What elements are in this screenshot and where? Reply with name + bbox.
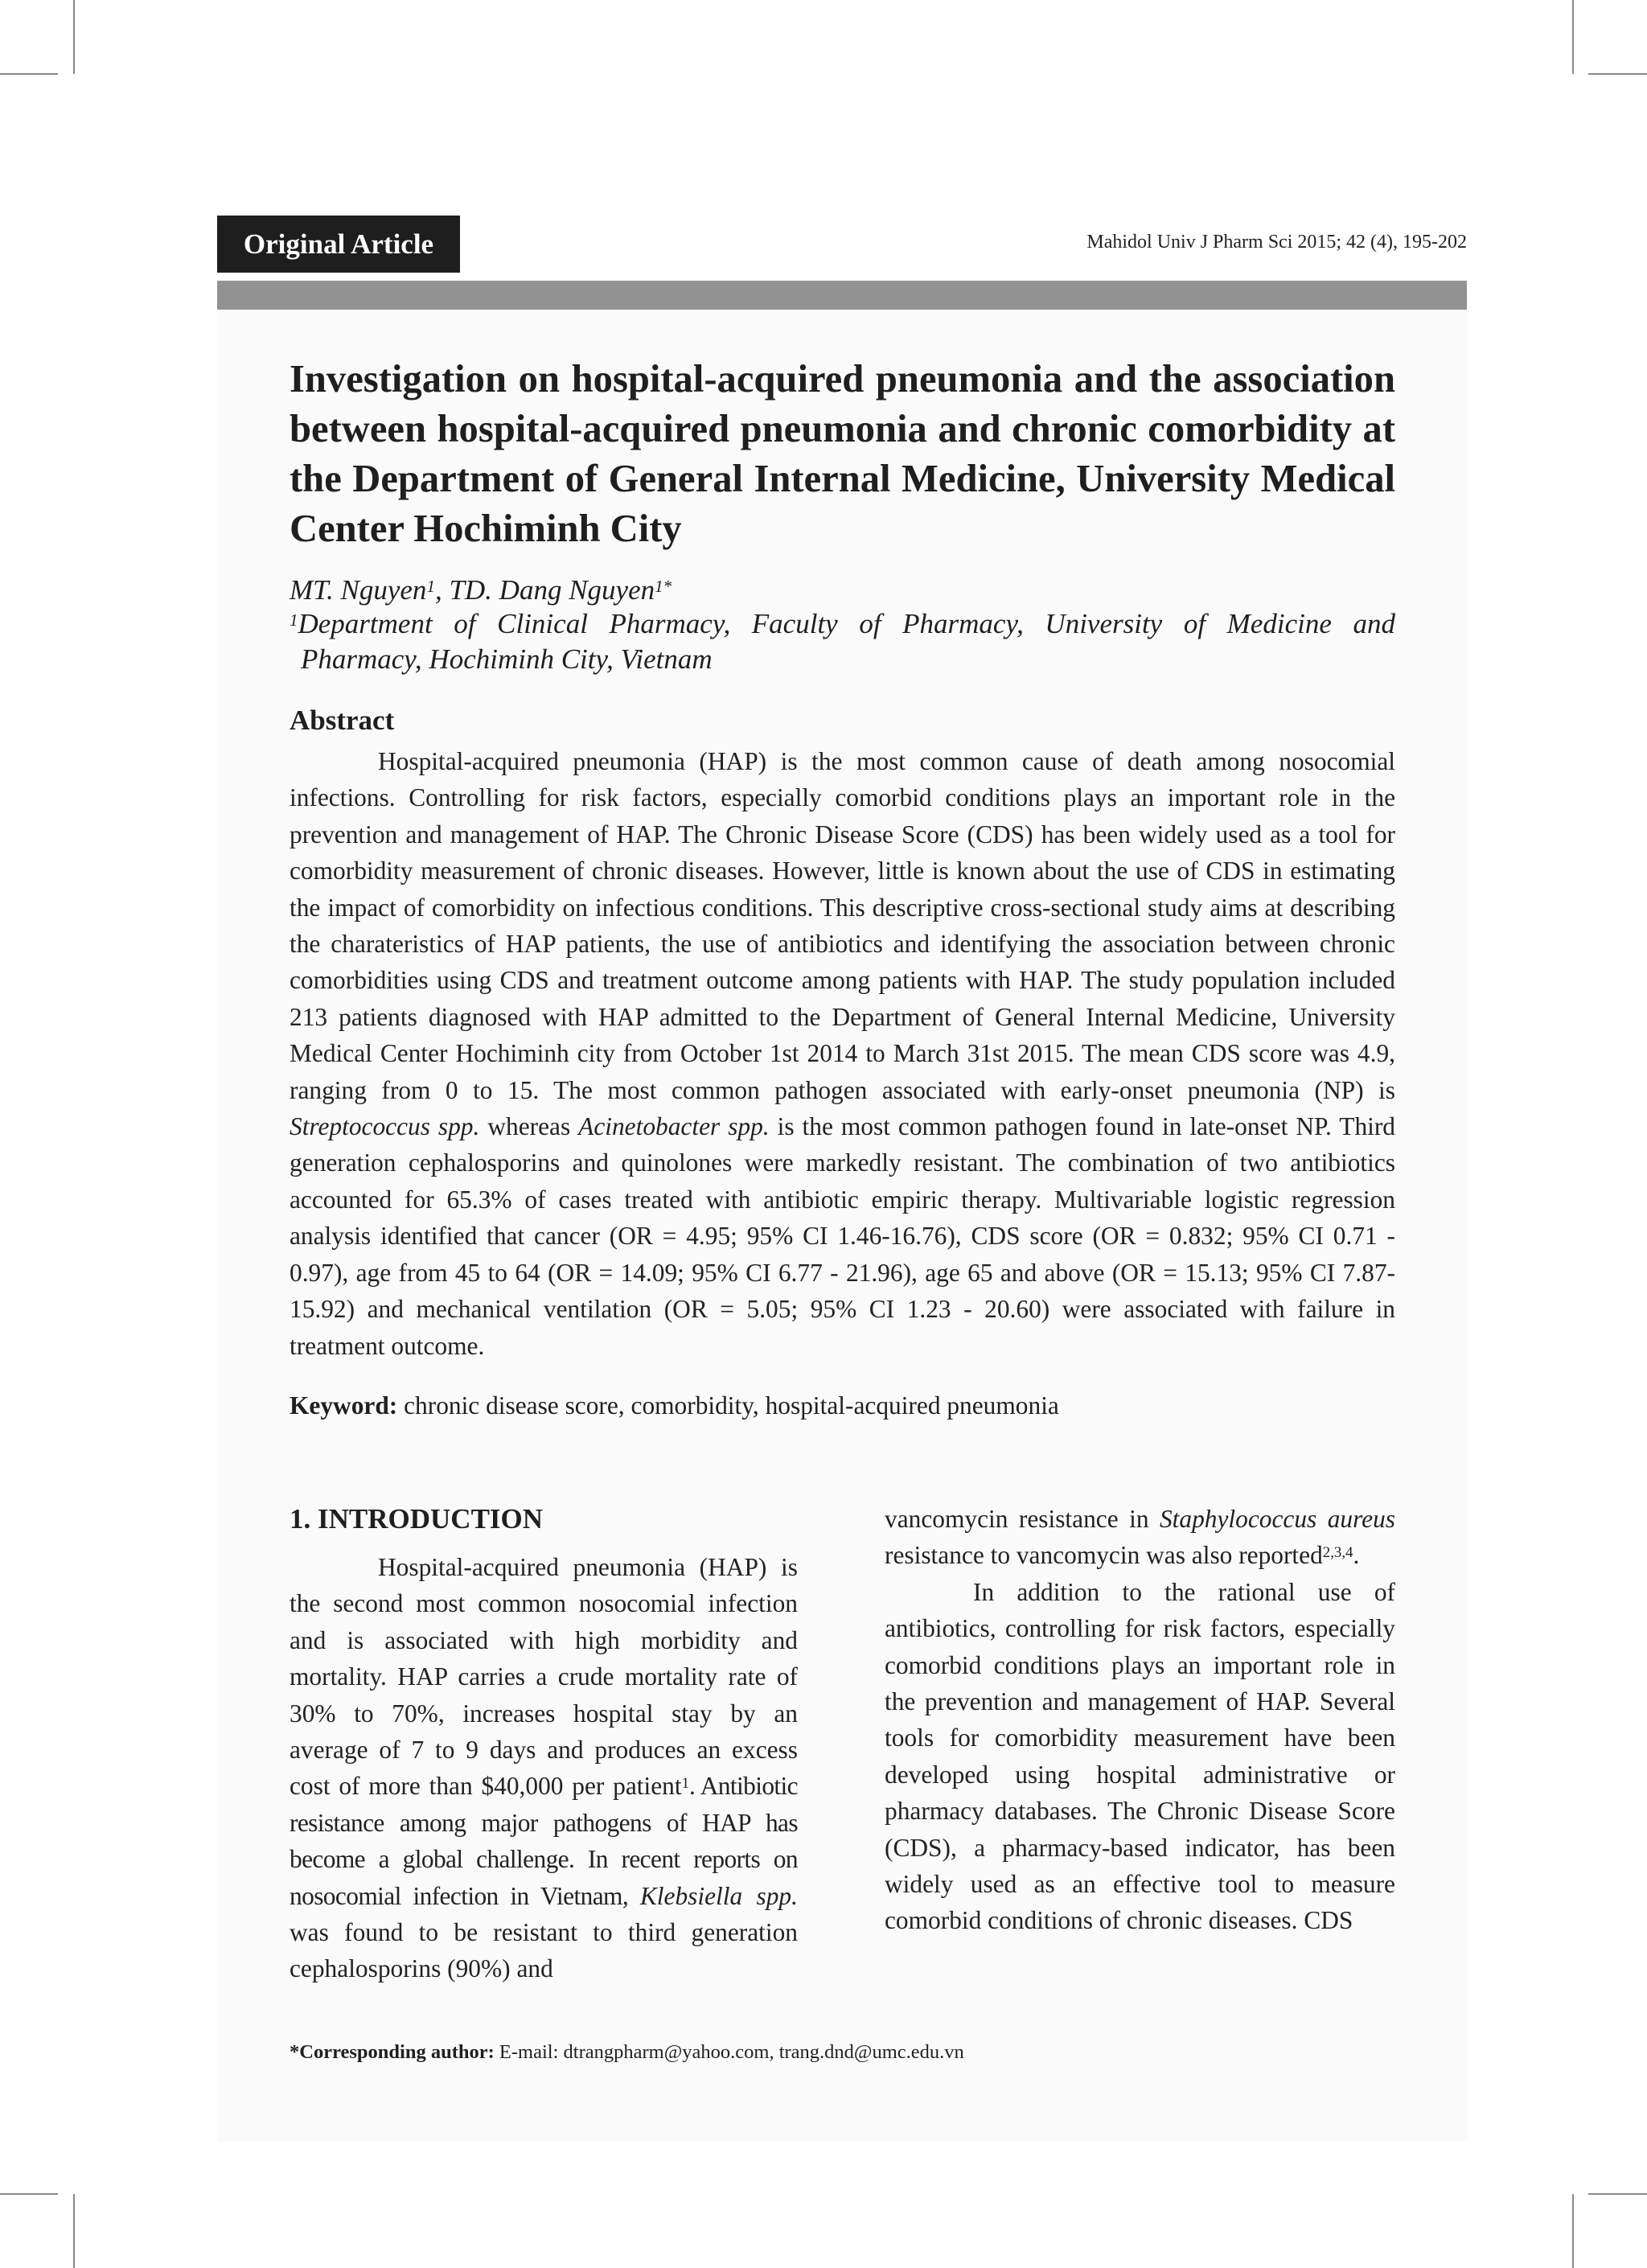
author-name: MT. Nguyen — [290, 574, 427, 606]
intro-paragraph: In addition to the rational use of antibiotics, controlling for risk factors, especially comorbid conditions plays an important role in the prevention and management of HAP. Several tools for comorbidity measurement have been developed using hospital administrative or pharmacy databases. The Chronic Disease Score (CDS), a pharmacy-based indicator, has been widely used as an effective tool to measure comorbid conditions of chronic diseases. CDS — [885, 1577, 1395, 1935]
abstract-text: Hospital-acquired pneumonia (HAP) is the most common cause of death among nosocomial infections. Controlling for risk factors, especially comorbid conditions plays an important role in the prevention and management of HAP. The Chronic Disease Score (CDS) has been widely used as a tool for comorbidity measurement of chronic diseases. However, little is known about the use of CDS in estimating the impact of comorbidity on infectious conditions. This descriptive cross-sectional study aims at describing the charateristics of HAP patients, the use of antibiotics and identifying the association between chronic comorbidities using CDS and treatment outcome among patients with HAP. The study population included 213 patients diagnosed with HAP admitted to the Department of General Internal Medicine, University Medical Center Hochiminh city from October 1st 2014 to March 31st 2015. The mean CDS score was 4.9, ranging from 0 to 15. The most common pathogen associated with early-onset pneumonia (NP) is — [290, 747, 1395, 1104]
author-list — [290, 573, 1395, 608]
corresponding-author — [290, 2041, 964, 2064]
keywords — [290, 1387, 1395, 1424]
author-separator: , — [434, 574, 450, 606]
intro-paragraph — [885, 1501, 1395, 1574]
affiliation-line — [290, 606, 1395, 642]
article-type-badge: Original Article — [217, 216, 460, 273]
abstract-species: Acinetobacter spp. — [578, 1112, 770, 1141]
header-band — [217, 281, 1467, 310]
abstract-text: is the most common pathogen found in late-onset NP. Third generation cephalosporins and quinolones were markedly resistant. The combination of two antibiotics accounted for 65.3% of cases treated with antibiotic empiric therapy. Multivariable logistic regression analysis identified that cancer (OR = 4.95; 95% CI 1.46-16.76), CDS score (OR = 0.832; 95% CI 0.71 - 0.97), age from 45 to 64 (OR = 14.09; 95% CI 6.77 - 21.96), age 65 and above (OR = 15.13; 95% CI 7.87-15.92) and mechanical ventilation (OR = 5.05; 95% CI 1.23 - 20.60) were associated with failure in treatment outcome. — [290, 1112, 1396, 1360]
citation-mark: 2,3,4 — [1322, 1543, 1353, 1561]
keywords-text: chronic disease score, comorbidity, hospital-acquired pneumonia — [397, 1391, 1059, 1420]
author-name: TD. Dang Nguyen — [449, 574, 655, 606]
crop-mark-top-left-h — [0, 73, 58, 75]
intro-text: resistance to vancomycin was also reported — [885, 1541, 1323, 1570]
intro-text: . Antibiotic resistance among major pathogens of HAP has become a global challenge. In recent reports on nosocomial infection in Vietnam, — [290, 1772, 798, 1910]
abstract-heading: Abstract — [290, 705, 395, 736]
abstract-text: whereas — [479, 1112, 579, 1141]
affiliation-text: Department of Clinical Pharmacy, Faculty of Pharmacy, University of Medicine and — [298, 608, 1395, 639]
intro-left-column — [290, 1499, 798, 1987]
intro-text: was found to be resistant to third generation cephalosporins (90%) and — [290, 1918, 798, 1983]
intro-text: vancomycin resistance in — [885, 1505, 1160, 1533]
affiliation-mark: 1 — [290, 610, 298, 630]
intro-species: Klebsiella spp. — [639, 1881, 798, 1910]
crop-mark-bottom-left-v — [73, 2194, 75, 2268]
intro-right-column — [885, 1501, 1395, 1939]
crop-mark-bottom-right-h — [1588, 2193, 1647, 2195]
intro-paragraph — [290, 1549, 798, 1987]
keywords-label: Keyword: — [290, 1391, 398, 1420]
affiliation-line: Pharmacy, Hochiminh City, Vietnam — [301, 643, 713, 675]
crop-mark-top-right-h — [1588, 73, 1647, 75]
crop-mark-top-left-v — [73, 0, 75, 74]
corresponding-author-email: E-mail: dtrangpharm@yahoo.com, trang.dnd@umc.edu.vn — [494, 2041, 964, 2063]
author-affiliation-mark: 1* — [655, 576, 672, 596]
affiliation — [290, 606, 1395, 677]
corresponding-author-label: *Corresponding author: — [290, 2041, 495, 2063]
journal-citation: Mahidol Univ J Pharm Sci 2015; 42 (4), 195-202 — [1086, 232, 1467, 253]
section-heading: 1. INTRODUCTION — [290, 1503, 544, 1535]
abstract-body — [290, 743, 1395, 1364]
article-title: Investigation on hospital-acquired pneumonia and the association between hospital-acquired pneumonia and chronic comorbidity at the Department of General Internal Medicine, University Medical Center Hochiminh City — [290, 357, 1395, 550]
intro-text: . — [1353, 1541, 1360, 1570]
intro-text: Hospital-acquired pneumonia (HAP) is the second most common nosocomial infection and is associated with high morbidity and mortality. HAP carries a crude mortality rate of 30% to 70%, increases hospital stay by an average of 7 to 9 days and produces an excess cost of more than $40,000 per patient — [290, 1553, 798, 1801]
citation-mark: 1 — [681, 1774, 689, 1792]
author-affiliation-mark: 1 — [426, 576, 435, 596]
abstract-species: Streptococcus spp. — [290, 1112, 480, 1141]
crop-mark-top-right-v — [1572, 0, 1574, 74]
crop-mark-bottom-right-v — [1572, 2194, 1574, 2268]
crop-mark-bottom-left-h — [0, 2193, 58, 2195]
intro-species: Staphylococcus aureus — [1159, 1505, 1395, 1533]
